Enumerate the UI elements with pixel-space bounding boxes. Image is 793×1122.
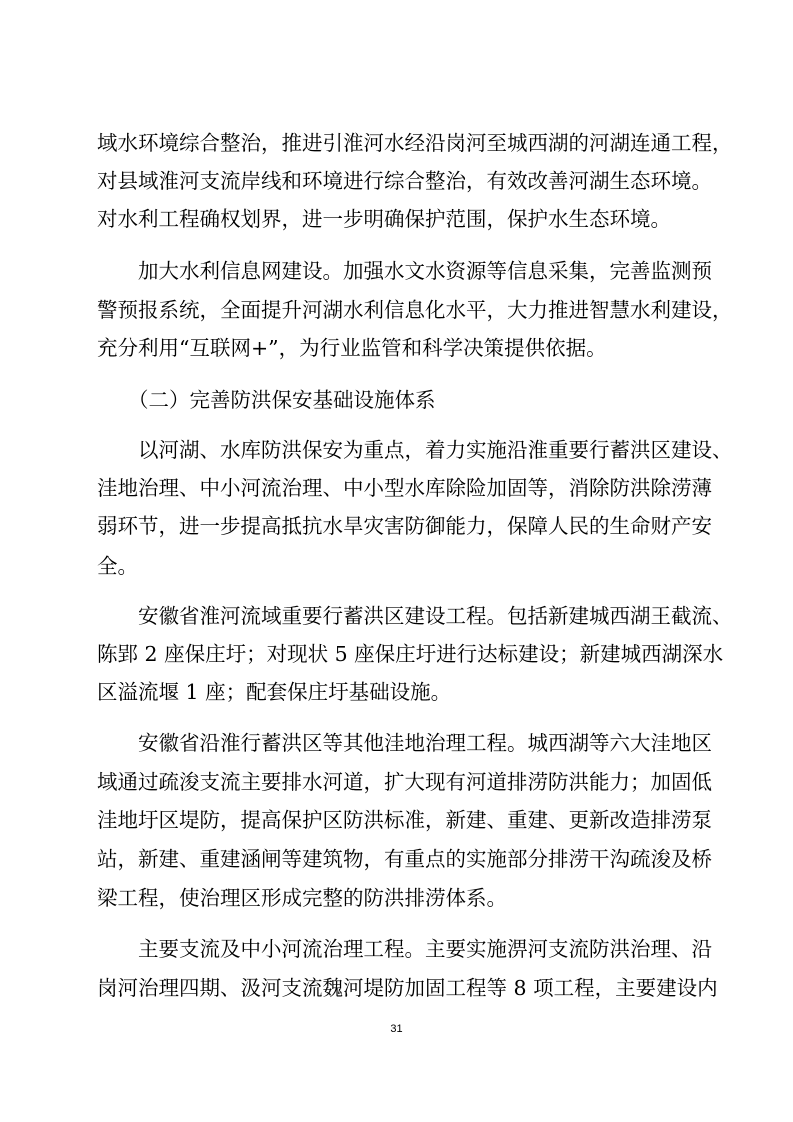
paragraph-line: 对县域淮河支流岸线和环境进行综合整治，有效改善河湖生态环境。 <box>97 169 712 193</box>
paragraph-line: 弱环节，进一步提高抵抗水旱灾害防御能力，保障人民的生命财产安 <box>97 514 712 538</box>
paragraph-line: 警预报系统，全面提升河湖水利信息化水平，大力推进智慧水利建设， <box>97 298 733 322</box>
paragraph-line: 以河湖、水库防洪保安为重点，着力实施沿淮重要行蓄洪区建设、 <box>138 438 733 462</box>
paragraph-line: 对水利工程确权划界，进一步明确保护范围，保护水生态环境。 <box>97 207 671 231</box>
paragraph-line: 域水环境综合整治，推进引淮河水经沿岗河至城西湖的河湖连通工程， <box>97 131 733 155</box>
paragraph-line: 安徽省沿淮行蓄洪区等其他洼地治理工程。城西湖等六大洼地区 <box>138 731 712 755</box>
paragraph-line: 洼地圩区堤防，提高保护区防洪标准，新建、重建、更新改造排涝泵 <box>97 808 712 832</box>
paragraph-line: 域通过疏浚支流主要排水河道，扩大现有河道排涝防洪能力；加固低 <box>97 770 712 794</box>
paragraph-line: 充分利用“互联网+”，为行业监管和科学决策提供依据。 <box>97 336 607 360</box>
paragraph-line: 陈郢 2 座保庄圩；对现状 5 座保庄圩进行达标建设；新建城西湖深水 <box>97 642 724 666</box>
paragraph-line: 洼地治理、中小河流治理、中小型水库除险加固等，消除防洪除涝薄 <box>97 476 712 500</box>
paragraph-line: 区溢流堰 1 座；配套保庄圩基础设施。 <box>97 680 452 704</box>
paragraph-line: 站，新建、重建涵闸等建筑物，有重点的实施部分排涝干沟疏浚及桥 <box>97 847 712 871</box>
paragraph-line: 加大水利信息网建设。加强水文水资源等信息采集，完善监测预 <box>138 259 712 283</box>
paragraph-line: 岗河治理四期、汲河支流魏河堤防加固工程等 8 项工程，主要建设内 <box>97 976 718 1000</box>
page-number: 31 <box>390 1023 403 1035</box>
paragraph-line: 安徽省淮河流域重要行蓄洪区建设工程。包括新建城西湖王截流、 <box>138 604 733 628</box>
paragraph-line: 全。 <box>97 554 138 578</box>
section-heading: （二）完善防洪保安基础设施体系 <box>128 388 436 412</box>
paragraph-line: 主要支流及中小河流治理工程。主要实施淠河支流防洪治理、沿 <box>138 937 712 961</box>
paragraph-line: 梁工程，使治理区形成完整的防洪排涝体系。 <box>97 886 507 910</box>
